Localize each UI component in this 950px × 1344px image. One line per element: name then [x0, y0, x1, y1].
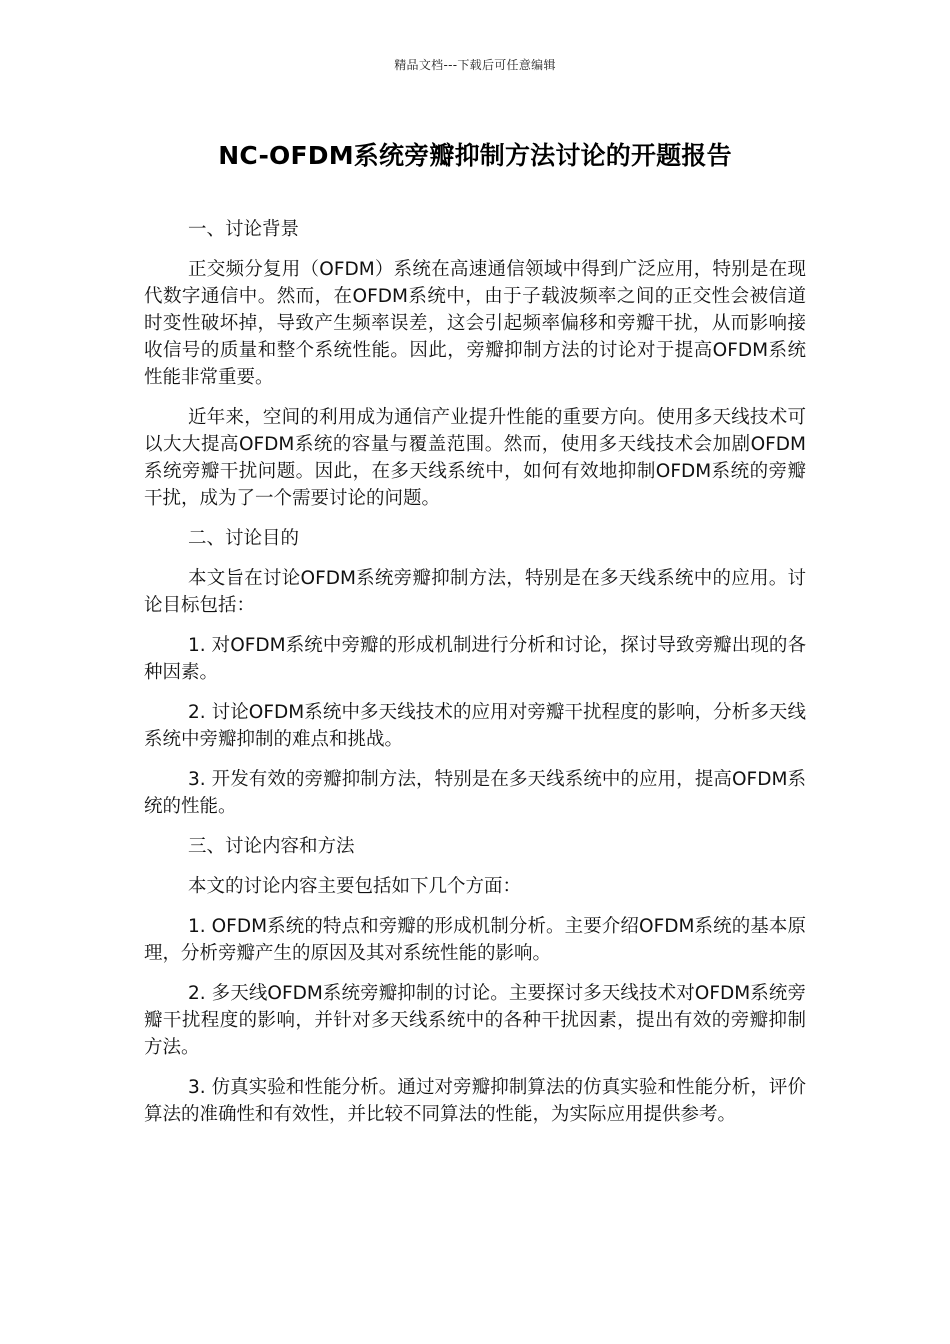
section-heading-purpose: 二、讨论目的	[188, 528, 300, 549]
list-item: 2. 多天线OFDM系统旁瓣抑制的讨论。主要探讨多天线技术对OFDM系统旁瓣干扰程度的影响，并针对多天线系统中的各种干扰因素，提出有效的旁瓣抑制方法。	[144, 983, 806, 1058]
list-item: 3. 仿真实验和性能分析。通过对旁瓣抑制算法的仿真实验和性能分析，评价算法的准确性和有效性，并比较不同算法的性能，为实际应用提供参考。	[144, 1077, 806, 1125]
list-item: 1. OFDM系统的特点和旁瓣的形成机制分析。主要介绍OFDM系统的基本原理，分析旁瓣产生的原因及其对系统性能的影响。	[144, 916, 806, 964]
document-body	[144, 216, 806, 1141]
document-title: NC-OFDM系统旁瓣抑制方法讨论的开题报告	[218, 141, 732, 170]
list-item: 3. 开发有效的旁瓣抑制方法，特别是在多天线系统中的应用，提高OFDM系统的性能。	[144, 769, 806, 817]
body-paragraph: 本文旨在讨论OFDM系统旁瓣抑制方法，特别是在多天线系统中的应用。讨论目标包括：	[144, 568, 806, 616]
body-paragraph: 近年来，空间的利用成为通信产业提升性能的重要方向。使用多天线技术可以大大提高OFDM系统的容量与覆盖范围。然而，使用多天线技术会加剧OFDM系统旁瓣干扰问题。因此，在多天线系统中，如何有效地抑制OFDM系统的旁瓣干扰，成为了一个需要讨论的问题。	[144, 407, 806, 509]
body-paragraph: 正交频分复用（OFDM）系统在高速通信领域中得到广泛应用，特别是在现代数字通信中。然而，在OFDM系统中，由于子载波频率之间的正交性会被信道时变性破坏掉，导致产生频率误差，这会引起频率偏移和旁瓣干扰，从而影响接收信号的质量和整个系统性能。因此，旁瓣抑制方法的讨论对于提高OFDM系统性能非常重要。	[144, 259, 806, 388]
section-heading-content-methods: 三、讨论内容和方法	[188, 836, 355, 857]
section-heading-background: 一、讨论背景	[188, 219, 300, 240]
page-header: 精品文档---下载后可任意编辑	[394, 58, 556, 72]
body-paragraph: 本文的讨论内容主要包括如下几个方面：	[188, 876, 522, 897]
list-item: 1. 对OFDM系统中旁瓣的形成机制进行分析和讨论，探讨导致旁瓣出现的各种因素。	[144, 635, 806, 683]
list-item: 2. 讨论OFDM系统中多天线技术的应用对旁瓣干扰程度的影响，分析多天线系统中旁瓣抑制的难点和挑战。	[144, 702, 806, 750]
